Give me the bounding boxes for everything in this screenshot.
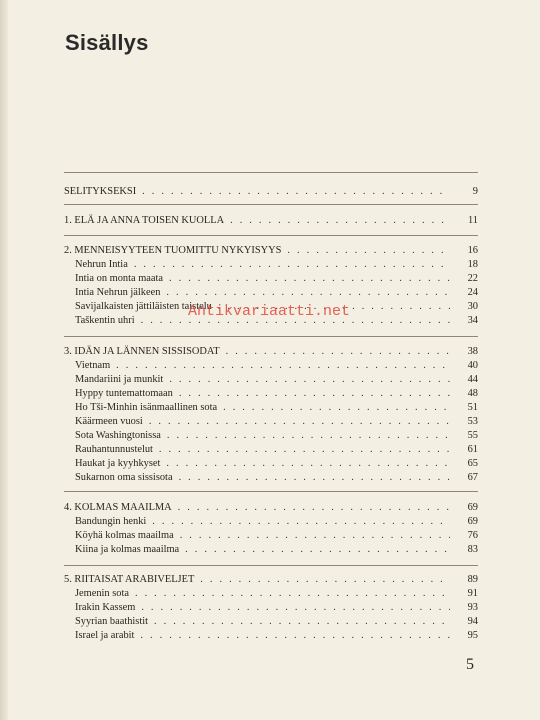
toc-subentry [64,471,478,485]
page-number: 5 [466,656,474,673]
toc-entry-page: 34 [467,315,478,326]
toc-entry-page: 83 [467,544,478,555]
toc-subentry [64,415,478,429]
toc-entry-label: Jemenin sota [75,588,129,599]
toc-entry-page: 95 [467,630,478,641]
toc-subentry [64,515,478,529]
leader-dots [169,373,450,387]
leader-dots [180,529,450,543]
toc-entry-page: 9 [472,186,478,197]
toc-entry [64,345,478,359]
toc-entry-label: SELITYKSEKSI [64,186,137,197]
leader-dots [185,543,450,557]
section-rule [64,491,478,492]
toc-entry-page: 94 [467,616,478,627]
leader-dots [169,272,450,286]
toc-entry-page: 69 [467,516,478,527]
toc-entry-label: Syyrian baathistit [75,616,149,627]
section-rule [64,565,478,566]
toc-entry-page: 11 [467,215,478,226]
leader-dots [223,401,450,415]
toc-entry-page: 61 [467,444,478,455]
toc-entry [64,185,478,199]
toc-entry-page: 53 [467,416,478,427]
leader-dots [230,214,450,228]
toc-subentry [64,587,478,601]
toc-entry-page: 30 [467,301,478,312]
toc-subentry [64,373,478,387]
section-rule [64,172,478,173]
section-rule [64,204,478,205]
toc-entry-label: Mandariini ja munkit [75,374,164,385]
toc-subentry [64,401,478,415]
leader-dots [141,601,450,615]
toc-entry-page: 55 [467,430,478,441]
table-of-contents [64,0,478,720]
toc-subentry [64,529,478,543]
watermark-text: Antikvariaatti.net [188,303,351,320]
toc-entry-label: Haukat ja kyyhkyset [75,458,161,469]
leader-dots [178,501,450,515]
toc-entry-label: Intia on monta maata [75,273,164,284]
toc-entry [64,573,478,587]
toc-subentry [64,615,478,629]
toc-entry-page: 44 [467,374,478,385]
toc-entry-label: 4. KOLMAS MAAILMA [64,502,172,513]
toc-entry-label: 2. MENNEISYYTEEN TUOMITTU NYKYISYYS [64,245,282,256]
page-title: Sisällys [65,30,149,55]
toc-entry-label: Israel ja arabit [75,630,135,641]
toc-entry-page: 65 [467,458,478,469]
toc-entry-page: 38 [467,346,478,357]
toc-entry-label: Savijalkaisten jättiläisten taistelu [75,301,212,312]
toc-entry-page: 16 [467,245,478,256]
leader-dots [166,286,450,300]
toc-entry-label: 3. IDÄN JA LÄNNEN SISSISODAT [64,346,220,357]
toc-entry [64,214,478,228]
toc-entry-label: Sukarnon oma sissisota [75,472,173,483]
leader-dots [179,471,450,485]
toc-subentry [64,286,478,300]
toc-subentry [64,443,478,457]
toc-subentry [64,601,478,615]
section-rule [64,336,478,337]
leader-dots [116,359,450,373]
toc-entry-label: Köyhä kolmas maailma [75,530,174,541]
toc-entry-page: 22 [467,273,478,284]
leader-dots [152,515,450,529]
toc-entry-page: 18 [467,259,478,270]
section-rule [64,235,478,236]
toc-entry-label: Irakin Kassem [75,602,136,613]
toc-entry-label: Rauhantunnustelut [75,444,153,455]
toc-entry-label: Taškentin uhri [75,315,135,326]
toc-entry [64,244,478,258]
toc-entry-page: 69 [467,502,478,513]
leader-dots [179,387,450,401]
toc-entry-label: 5. RIITAISAT ARABIVELJET [64,574,195,585]
leader-dots [135,587,450,601]
toc-entry-label: Nehrun Intia [75,259,128,270]
toc-entry-label: Hyppy tuntemattomaan [75,388,173,399]
leader-dots [142,185,450,199]
leader-dots [166,457,450,471]
toc-entry-label: Ho Tši-Minhin isänmaallinen sota [75,402,218,413]
toc-entry-page: 89 [467,574,478,585]
toc-subentry [64,457,478,471]
leader-dots [200,573,450,587]
toc-entry-page: 93 [467,602,478,613]
leader-dots [140,629,450,643]
leader-dots [154,615,450,629]
toc-entry-page: 91 [467,588,478,599]
leader-dots [167,429,450,443]
page-gutter [0,0,8,720]
toc-entry-page: 48 [467,388,478,399]
toc-subentry [64,258,478,272]
toc-entry-label: Sota Washingtonissa [75,430,161,441]
leader-dots [134,258,450,272]
toc-entry [64,501,478,515]
toc-subentry [64,429,478,443]
toc-subentry [64,543,478,557]
leader-dots [149,415,450,429]
toc-entry-label: Vietnam [75,360,111,371]
leader-dots [287,244,450,258]
toc-entry-label: 1. ELÄ JA ANNA TOISEN KUOLLA [64,215,225,226]
toc-entry-page: 51 [467,402,478,413]
leader-dots [226,345,450,359]
toc-entry-label: Käärmeen vuosi [75,416,143,427]
toc-entry-page: 24 [467,287,478,298]
toc-subentry [64,387,478,401]
toc-subentry [64,359,478,373]
toc-entry-page: 67 [467,472,478,483]
toc-entry-label: Bandungin henki [75,516,147,527]
toc-subentry [64,272,478,286]
toc-entry-page: 40 [467,360,478,371]
toc-entry-label: Kiina ja kolmas maailma [75,544,180,555]
leader-dots [159,443,450,457]
toc-entry-page: 76 [467,530,478,541]
toc-subentry [64,629,478,643]
toc-entry-label: Intia Nehrun jälkeen [75,287,161,298]
